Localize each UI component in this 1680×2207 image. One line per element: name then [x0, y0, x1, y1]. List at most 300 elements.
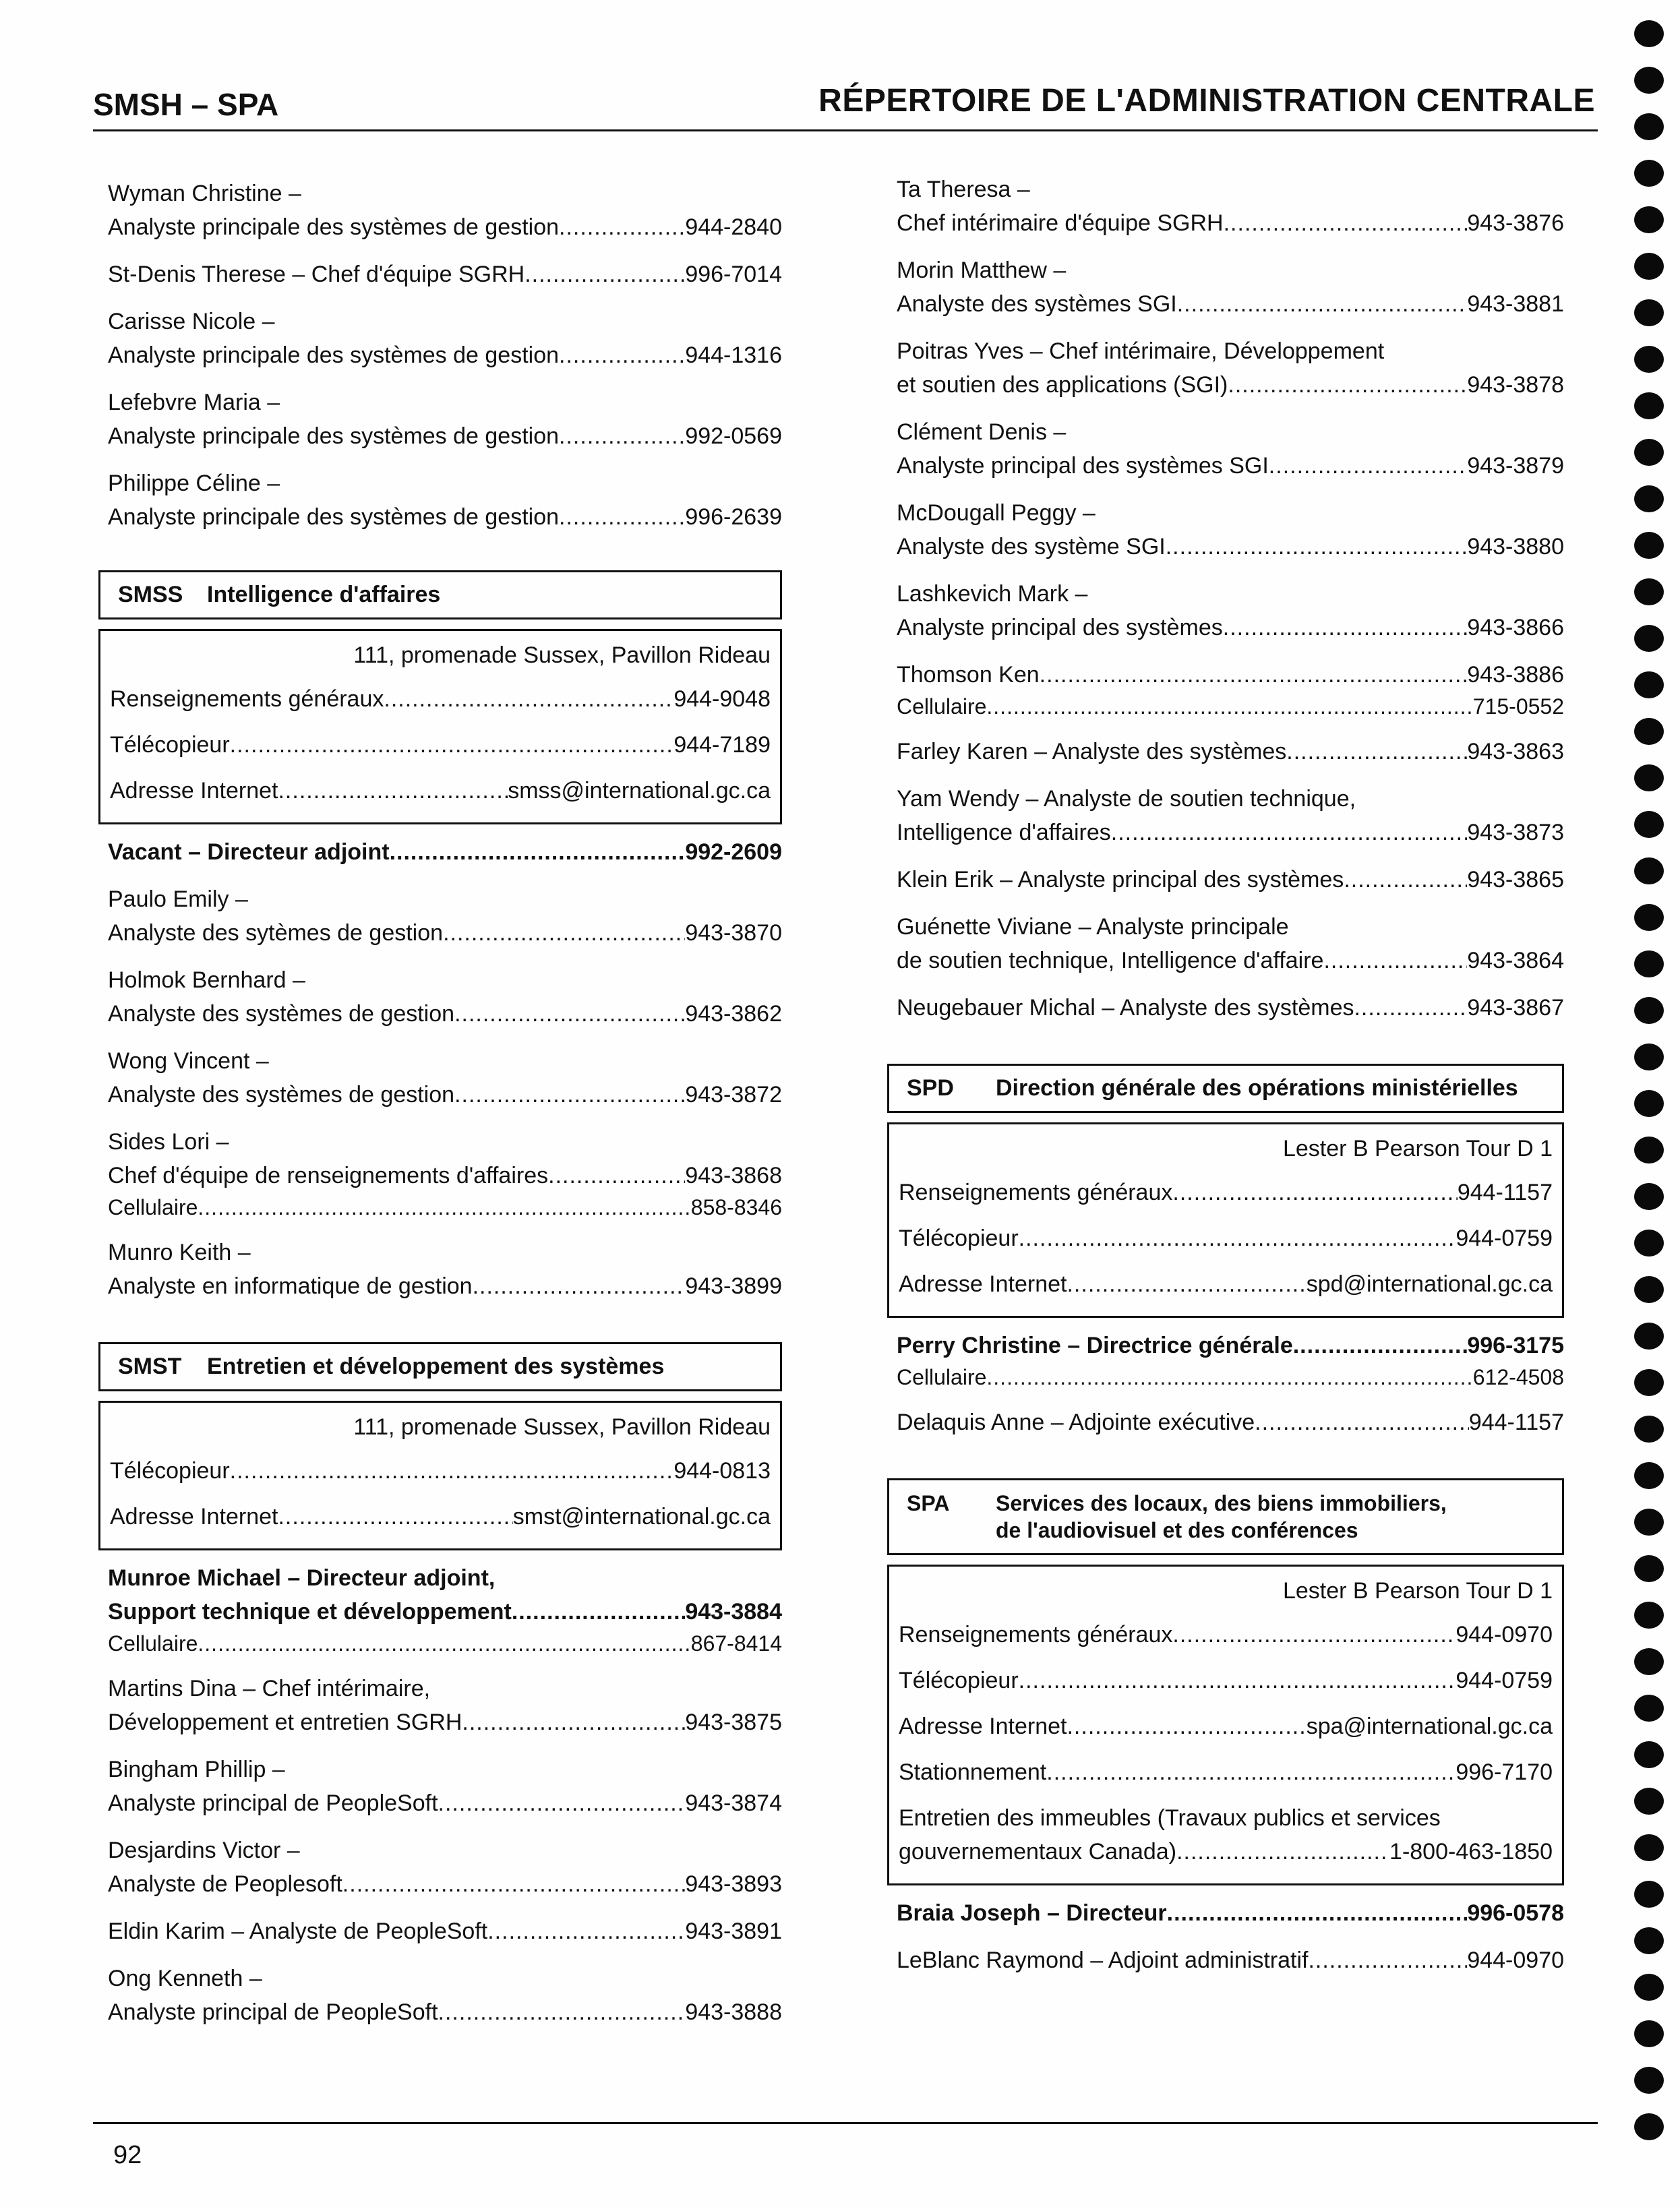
dot-leader [559, 419, 685, 453]
list-item: Munro Keith – Analyste en informatique de gestion ..... 943-3899 [108, 1236, 782, 1303]
entry-label: Eldin Karim – Analyste de PeopleSoft [108, 1918, 488, 1944]
binder-hole-icon [1634, 1090, 1664, 1117]
info-row [110, 1500, 771, 1534]
entry-label: Analyste en informatique de gestion [108, 1273, 473, 1299]
binder-hole-icon [1634, 857, 1664, 884]
entry-line [897, 735, 1564, 768]
entry-label: Télécopieur [899, 1226, 1019, 1251]
dot-leader [342, 1867, 686, 1901]
dot-leader [438, 1995, 686, 2029]
entry-label: Analyste principale des systèmes de gestion [108, 342, 560, 368]
entry-value: 943-3862 [685, 1001, 782, 1027]
entry-label: Cellulaire [108, 1195, 198, 1219]
entry-label: Thomson Ken [897, 662, 1040, 688]
entry-line [108, 210, 782, 244]
list-item [108, 1914, 782, 1948]
entry-value: 858-8346 [690, 1195, 782, 1219]
entry-value: 944-2840 [685, 214, 782, 240]
entry-line [108, 997, 782, 1031]
binder-hole-icon [1634, 253, 1664, 280]
entry-label: Support technique et développement [108, 1599, 512, 1625]
entry-label: Renseignements généraux [110, 686, 384, 712]
list-item [897, 863, 1564, 897]
info-row [899, 1267, 1553, 1301]
binder-hole-icon [1634, 1462, 1664, 1489]
list-item: Ong Kenneth – Analyste principal de PeopleSoft ..... 943-3888 [108, 1962, 782, 2029]
entry-value: 944-1316 [685, 342, 782, 368]
address: 111, promenade Sussex, Pavillon Rideau [353, 1414, 771, 1440]
binder-hole-icon [1634, 1183, 1664, 1210]
dot-leader [278, 1500, 512, 1534]
entry-line [108, 1595, 782, 1629]
entry-line [108, 1867, 782, 1901]
entry-label: St-Denis Therese – Chef d'équipe SGRH [108, 262, 525, 287]
binder-hole-icon [1634, 1509, 1664, 1536]
entry-label: Analyste des systèmes de gestion [108, 1082, 455, 1108]
entry-label: Analyste des systèmes de gestion [108, 1001, 455, 1027]
entry-value: spa@international.gc.ca [1306, 1714, 1553, 1739]
entry-value: 943-3880 [1467, 534, 1564, 560]
header-rule [93, 129, 1598, 131]
entry-value: 944-0813 [673, 1458, 771, 1484]
entry-value: 944-9048 [673, 686, 771, 712]
dot-leader [1167, 1896, 1468, 1930]
entry-line [108, 1192, 782, 1222]
entry-line [897, 692, 1564, 721]
entry-label: Analyste principal de PeopleSoft [108, 1999, 438, 2025]
entry-label: Analyste de Peoplesoft [108, 1871, 342, 1897]
binder-hole-icon [1634, 439, 1664, 466]
entry-line [899, 1835, 1553, 1869]
list-item: Poitras Yves – Chef intérimaire, Développement et soutien des applications (SGI) ..... 943-3878 [897, 334, 1564, 402]
list-item: Carisse Nicole – Analyste principale des systèmes de gestion ..... 944-1316 [108, 305, 782, 372]
right-column [897, 173, 1564, 1991]
dot-leader [462, 1705, 685, 1739]
dot-leader [559, 210, 685, 244]
entry-label: de soutien technique, Intelligence d'affaire [897, 948, 1324, 973]
entry-label: Chef intérimaire d'équipe SGRH [897, 210, 1224, 236]
list-item: McDougall Peggy – Analyste des système SGI ..... 943-3880 [897, 496, 1564, 564]
list-item [897, 1329, 1564, 1392]
binder-hole-icon [1634, 1369, 1664, 1396]
entry-label: Delaquis Anne – Adjointe exécutive [897, 1410, 1255, 1435]
section-header-smss: SMSS Intelligence d'affaires [98, 570, 782, 619]
list-item: Martins Dina – Chef intérimaire, Développement et entretien SGRH ..... 943-3875 [108, 1672, 782, 1739]
entry-value: 943-3881 [1467, 291, 1564, 317]
entry-line [108, 500, 782, 534]
binder-hole-icon [1634, 1788, 1664, 1815]
entry-value: 943-3886 [1467, 662, 1564, 688]
binder-hole-icon [1634, 1881, 1664, 1908]
entry-line [108, 916, 782, 950]
binder-hole-icon [1634, 113, 1664, 140]
entry-line [108, 1786, 782, 1820]
list-item [108, 835, 782, 869]
entry-label: Cellulaire [897, 694, 987, 719]
binder-hole-icon [1634, 206, 1664, 233]
binder-hole-icon [1634, 950, 1664, 977]
entry-value: 943-3865 [1467, 867, 1564, 893]
entry-label: Analyste principal de PeopleSoft [108, 1790, 438, 1816]
entry-value: 944-0759 [1456, 1668, 1553, 1693]
info-box-smss [98, 629, 782, 824]
list-item [897, 991, 1564, 1025]
entry-line [897, 991, 1564, 1025]
dot-leader [1046, 1755, 1456, 1789]
dot-leader [1019, 1664, 1456, 1697]
dot-leader [230, 728, 674, 762]
list-item: Holmok Bernhard – Analyste des systèmes de gestion ..... 943-3862 [108, 963, 782, 1031]
dot-leader [1228, 368, 1467, 402]
info-row: Entretien des immeubles (Travaux publics et services gouvernementaux Canada) ..... 1-800-463-1850 [899, 1801, 1553, 1869]
list-item [897, 1896, 1564, 1930]
entry-label: Neugebauer Michal – Analyste des systèmes [897, 995, 1354, 1021]
entry-label: Adresse Internet [899, 1271, 1067, 1297]
dot-leader [384, 682, 673, 716]
binder-hole-icon [1634, 1323, 1664, 1350]
entry-label: Renseignements généraux [899, 1180, 1173, 1205]
left-column [108, 177, 782, 2043]
binder-hole-icon [1634, 997, 1664, 1024]
entry-label: Adresse Internet [110, 778, 278, 804]
dot-leader [198, 1192, 690, 1222]
entry-line [108, 1159, 782, 1192]
entry-value: smss@international.gc.ca [508, 778, 771, 804]
entry-line [108, 1629, 782, 1658]
list-item [108, 258, 782, 291]
entry-value: 1-800-463-1850 [1389, 1839, 1553, 1865]
binder-hole-icon [1634, 299, 1664, 326]
dot-leader [1111, 816, 1468, 849]
entry-value: 943-3891 [685, 1918, 782, 1944]
entry-value: 943-3876 [1467, 210, 1564, 236]
entry-value: 996-0578 [1467, 1900, 1564, 1926]
section-header-spd: SPD Direction générale des opérations ministérielles [887, 1064, 1564, 1113]
dot-leader [1040, 658, 1468, 692]
list-item [897, 1943, 1564, 1977]
list-item: Guénette Viviane – Analyste principale de soutien technique, Intelligence d'affaire ..... 943-3864 [897, 910, 1564, 977]
entry-value: 943-3864 [1467, 948, 1564, 973]
entry-label: Adresse Internet [110, 1504, 278, 1530]
entry-value: 943-3863 [1467, 739, 1564, 764]
entry-line [897, 206, 1564, 240]
entry-value: 944-1157 [1468, 1410, 1564, 1435]
list-item: Morin Matthew – Analyste des systèmes SGI ..... 943-3881 [897, 253, 1564, 321]
list-item [897, 658, 1564, 721]
entry-value: 715-0552 [1472, 694, 1564, 719]
entry-line [897, 1896, 1564, 1930]
entry-value: 992-2609 [685, 839, 782, 865]
entry-value: 943-3875 [685, 1710, 782, 1735]
entry-label: Analyste des système SGI [897, 534, 1166, 560]
entry-line [897, 368, 1564, 402]
dot-leader [438, 1786, 686, 1820]
entry-label: Analyste principal des systèmes SGI [897, 453, 1269, 479]
entry-value: 943-3874 [685, 1790, 782, 1816]
entry-value: 943-3867 [1467, 995, 1564, 1021]
entry-label: Vacant – Directeur adjoint [108, 839, 390, 865]
binder-hole-icon [1634, 1695, 1664, 1722]
dot-leader [512, 1595, 685, 1629]
entry-label: Analyste principal des systèmes [897, 615, 1223, 640]
binder-hole-icon [1634, 1137, 1664, 1163]
binder-hole-icon [1634, 1044, 1664, 1070]
entry-value: 943-3893 [685, 1871, 782, 1897]
entry-label: Analyste principale des systèmes de gestion [108, 214, 560, 240]
entry-value: 996-3175 [1467, 1333, 1564, 1358]
info-row [110, 728, 771, 762]
binder-hole-icon [1634, 20, 1664, 47]
header-right: RÉPERTOIRE DE L'ADMINISTRATION CENTRALE [818, 83, 1595, 119]
binder-hole-icon [1634, 346, 1664, 373]
entry-label: Adresse Internet [899, 1714, 1067, 1739]
entry-value: 943-3868 [685, 1163, 782, 1188]
info-box-spa [887, 1565, 1564, 1885]
binder-hole-icon [1634, 718, 1664, 745]
entry-line [897, 530, 1564, 564]
entry-label: Télécopieur [110, 1458, 230, 1484]
entry-value: 943-3878 [1467, 372, 1564, 398]
entry-label: gouvernementaux Canada) [899, 1839, 1177, 1865]
dot-leader [198, 1629, 690, 1658]
entry-label: Intelligence d'affaires [897, 820, 1111, 845]
dot-leader [986, 1362, 1472, 1392]
list-item: Clément Denis – Analyste principal des systèmes SGI ..... 943-3879 [897, 415, 1564, 483]
dot-leader [1293, 1329, 1468, 1362]
binder-hole-icon [1634, 67, 1664, 94]
entry-label: Télécopieur [899, 1668, 1019, 1693]
binder-hole-icon [1634, 485, 1664, 512]
entry-value: 943-3899 [685, 1273, 782, 1299]
dot-leader [1172, 1176, 1457, 1209]
dot-leader [454, 997, 685, 1031]
dot-leader [559, 500, 685, 534]
binder-hole-icon [1634, 1927, 1664, 1954]
info-row [899, 1176, 1553, 1209]
entry-line [897, 816, 1564, 849]
binder-hole-icon [1634, 1230, 1664, 1257]
dot-leader [487, 1914, 685, 1948]
binder-hole-icon [1634, 1276, 1664, 1303]
dot-leader [1177, 287, 1468, 321]
list-item [897, 735, 1564, 768]
entry-line [108, 419, 782, 453]
entry-value: 943-3884 [685, 1599, 782, 1625]
binder-hole-icon [1634, 764, 1664, 791]
entry-line [897, 611, 1564, 644]
entry-line [108, 1914, 782, 1948]
entry-value: 944-7189 [673, 732, 771, 758]
entry-line [108, 1078, 782, 1112]
binder-hole-icon [1634, 2067, 1664, 2094]
dot-leader [1223, 611, 1468, 644]
entry-label: Farley Karen – Analyste des systèmes [897, 739, 1287, 764]
info-row [899, 1221, 1553, 1255]
info-row [110, 682, 771, 716]
entry-line [897, 863, 1564, 897]
dot-leader [1224, 206, 1468, 240]
entry-label: Stationnement [899, 1759, 1047, 1785]
binder-hole-icon [1634, 625, 1664, 652]
binder-hole-icon [1634, 1741, 1664, 1768]
list-item: Desjardins Victor – Analyste de Peoplesoft ..... 943-3893 [108, 1834, 782, 1901]
entry-line [897, 944, 1564, 977]
binder-hole-icon [1634, 578, 1664, 605]
binder-hole-icon [1634, 1555, 1664, 1582]
entry-label: et soutien des applications (SGI) [897, 372, 1228, 398]
binder-hole-icon [1634, 2020, 1664, 2047]
entry-line [897, 658, 1564, 692]
entry-line [108, 258, 782, 291]
entry-label: Klein Erik – Analyste principal des systèmes [897, 867, 1344, 893]
entry-value: 943-3888 [685, 1999, 782, 2025]
entry-label: LeBlanc Raymond – Adjoint administratif [897, 1947, 1309, 1973]
address: 111, promenade Sussex, Pavillon Rideau [353, 642, 771, 668]
footer-rule [93, 2122, 1598, 2124]
entry-value: 944-1157 [1457, 1180, 1553, 1205]
entry-line [897, 287, 1564, 321]
entry-line [108, 1705, 782, 1739]
binder-hole-icon [1634, 1648, 1664, 1675]
entry-label: Cellulaire [108, 1631, 198, 1656]
binder-hole-icon [1634, 2113, 1664, 2140]
entry-label: Renseignements généraux [899, 1622, 1173, 1647]
entry-label: Analyste des sytèmes de gestion [108, 920, 444, 946]
entry-value: 943-3872 [685, 1082, 782, 1108]
entry-label: Télécopieur [110, 732, 230, 758]
binder-holes [1634, 20, 1664, 2160]
address: Lester B Pearson Tour D 1 [1282, 1578, 1553, 1604]
entry-value: 944-0759 [1456, 1226, 1553, 1251]
dot-leader [230, 1454, 674, 1488]
dot-leader [1308, 1943, 1467, 1977]
list-item: Paulo Emily – Analyste des sytèmes de gestion ..... 943-3870 [108, 882, 782, 950]
entry-line [897, 1362, 1564, 1392]
entry-line [108, 835, 782, 869]
dot-leader [278, 774, 508, 808]
section-header-smst: SMST Entretien et développement des systèmes [98, 1342, 782, 1391]
entry-label: Chef d'équipe de renseignements d'affaires [108, 1163, 549, 1188]
dot-leader [548, 1159, 685, 1192]
binder-hole-icon [1634, 671, 1664, 698]
dot-leader [1255, 1405, 1469, 1439]
entry-label: Analyste des systèmes SGI [897, 291, 1177, 317]
entry-line [897, 449, 1564, 483]
list-item: Sides Lori – Chef d'équipe de renseignements d'affaires ..... 943-3868 Cellulaire ..... 858-8346 [108, 1125, 782, 1222]
info-row [899, 1664, 1553, 1697]
entry-value: 943-3879 [1467, 453, 1564, 479]
header-left: SMSH – SPA [93, 87, 279, 122]
binder-hole-icon [1634, 532, 1664, 559]
entry-value: 943-3870 [685, 920, 782, 946]
dot-leader [1344, 863, 1467, 897]
entry-line [108, 338, 782, 372]
entry-value: 996-7170 [1456, 1759, 1553, 1785]
binder-hole-icon [1634, 1602, 1664, 1629]
dot-leader [1172, 1618, 1456, 1652]
dot-leader [1019, 1221, 1456, 1255]
dot-leader [1286, 735, 1467, 768]
dot-leader [1176, 1835, 1389, 1869]
dot-leader [524, 258, 685, 291]
dot-leader [1323, 944, 1467, 977]
address: Lester B Pearson Tour D 1 [1282, 1136, 1553, 1161]
entry-value: 943-3873 [1467, 820, 1564, 845]
binder-hole-icon [1634, 904, 1664, 931]
entry-value: smst@international.gc.ca [512, 1504, 771, 1530]
dot-leader [473, 1269, 686, 1303]
entry-value: 944-0970 [1456, 1622, 1553, 1647]
entry-label: Analyste principale des systèmes de gestion [108, 504, 560, 530]
list-item [897, 1405, 1564, 1439]
entry-line [108, 1269, 782, 1303]
entry-value: 996-2639 [685, 504, 782, 530]
list-item: Bingham Phillip – Analyste principal de PeopleSoft ..... 943-3874 [108, 1753, 782, 1820]
list-item: Yam Wendy – Analyste de soutien technique, Intelligence d'affaires ..... 943-3873 [897, 782, 1564, 849]
binder-hole-icon [1634, 160, 1664, 187]
entry-value: 944-0970 [1467, 1947, 1564, 1973]
entry-value: 867-8414 [690, 1631, 782, 1656]
list-item: Munroe Michael – Directeur adjoint, Support technique et développement ..... 943-3884 Cellulaire ..... 867-8414 [108, 1561, 782, 1658]
dot-leader [1067, 1710, 1306, 1743]
entry-value: 992-0569 [685, 423, 782, 449]
binder-hole-icon [1634, 1416, 1664, 1443]
list-item: Lashkevich Mark – Analyste principal des systèmes ..... 943-3866 [897, 577, 1564, 644]
entry-line [897, 1943, 1564, 1977]
entry-label: Analyste principale des systèmes de gestion [108, 423, 560, 449]
dot-leader [390, 835, 686, 869]
dot-leader [443, 916, 685, 950]
entry-value: spd@international.gc.ca [1306, 1271, 1553, 1297]
entry-label: Braia Joseph – Directeur [897, 1900, 1167, 1926]
dot-leader [1067, 1267, 1306, 1301]
list-item: Wong Vincent – Analyste des systèmes de gestion ..... 943-3872 [108, 1044, 782, 1112]
info-box-smst [98, 1401, 782, 1550]
list-item: Wyman Christine – Analyste principale des systèmes de gestion ..... 944-2840 [108, 177, 782, 244]
info-row [899, 1710, 1553, 1743]
dot-leader [986, 692, 1472, 721]
dot-leader [454, 1078, 685, 1112]
entry-line [897, 1405, 1564, 1439]
entry-line [897, 1329, 1564, 1362]
entry-label: Développement et entretien SGRH [108, 1710, 462, 1735]
dot-leader [1269, 449, 1468, 483]
section-header-spa: SPA Services des locaux, des biens immobiliers, de l'audiovisuel et des conférences [887, 1478, 1564, 1555]
entry-line [108, 1995, 782, 2029]
entry-label: Cellulaire [897, 1365, 987, 1389]
list-item: Ta Theresa – Chef intérimaire d'équipe SGRH ..... 943-3876 [897, 173, 1564, 240]
dot-leader [1166, 530, 1468, 564]
binder-hole-icon [1634, 1974, 1664, 2001]
entry-label: Perry Christine – Directrice générale [897, 1333, 1293, 1358]
info-row [899, 1755, 1553, 1789]
info-box-spd [887, 1122, 1564, 1318]
binder-hole-icon [1634, 392, 1664, 419]
dot-leader [1354, 991, 1467, 1025]
list-item: Lefebvre Maria – Analyste principale des systèmes de gestion ..... 992-0569 [108, 386, 782, 453]
info-row [110, 1454, 771, 1488]
entry-value: 996-7014 [685, 262, 782, 287]
dot-leader [559, 338, 685, 372]
info-row [899, 1618, 1553, 1652]
info-row [110, 774, 771, 808]
binder-hole-icon [1634, 1834, 1664, 1861]
list-item: Philippe Céline – Analyste principale des systèmes de gestion ..... 996-2639 [108, 466, 782, 534]
entry-value: 612-4508 [1472, 1365, 1564, 1389]
binder-hole-icon [1634, 811, 1664, 838]
page-number: 92 [113, 2141, 142, 2169]
entry-value: 943-3866 [1467, 615, 1564, 640]
